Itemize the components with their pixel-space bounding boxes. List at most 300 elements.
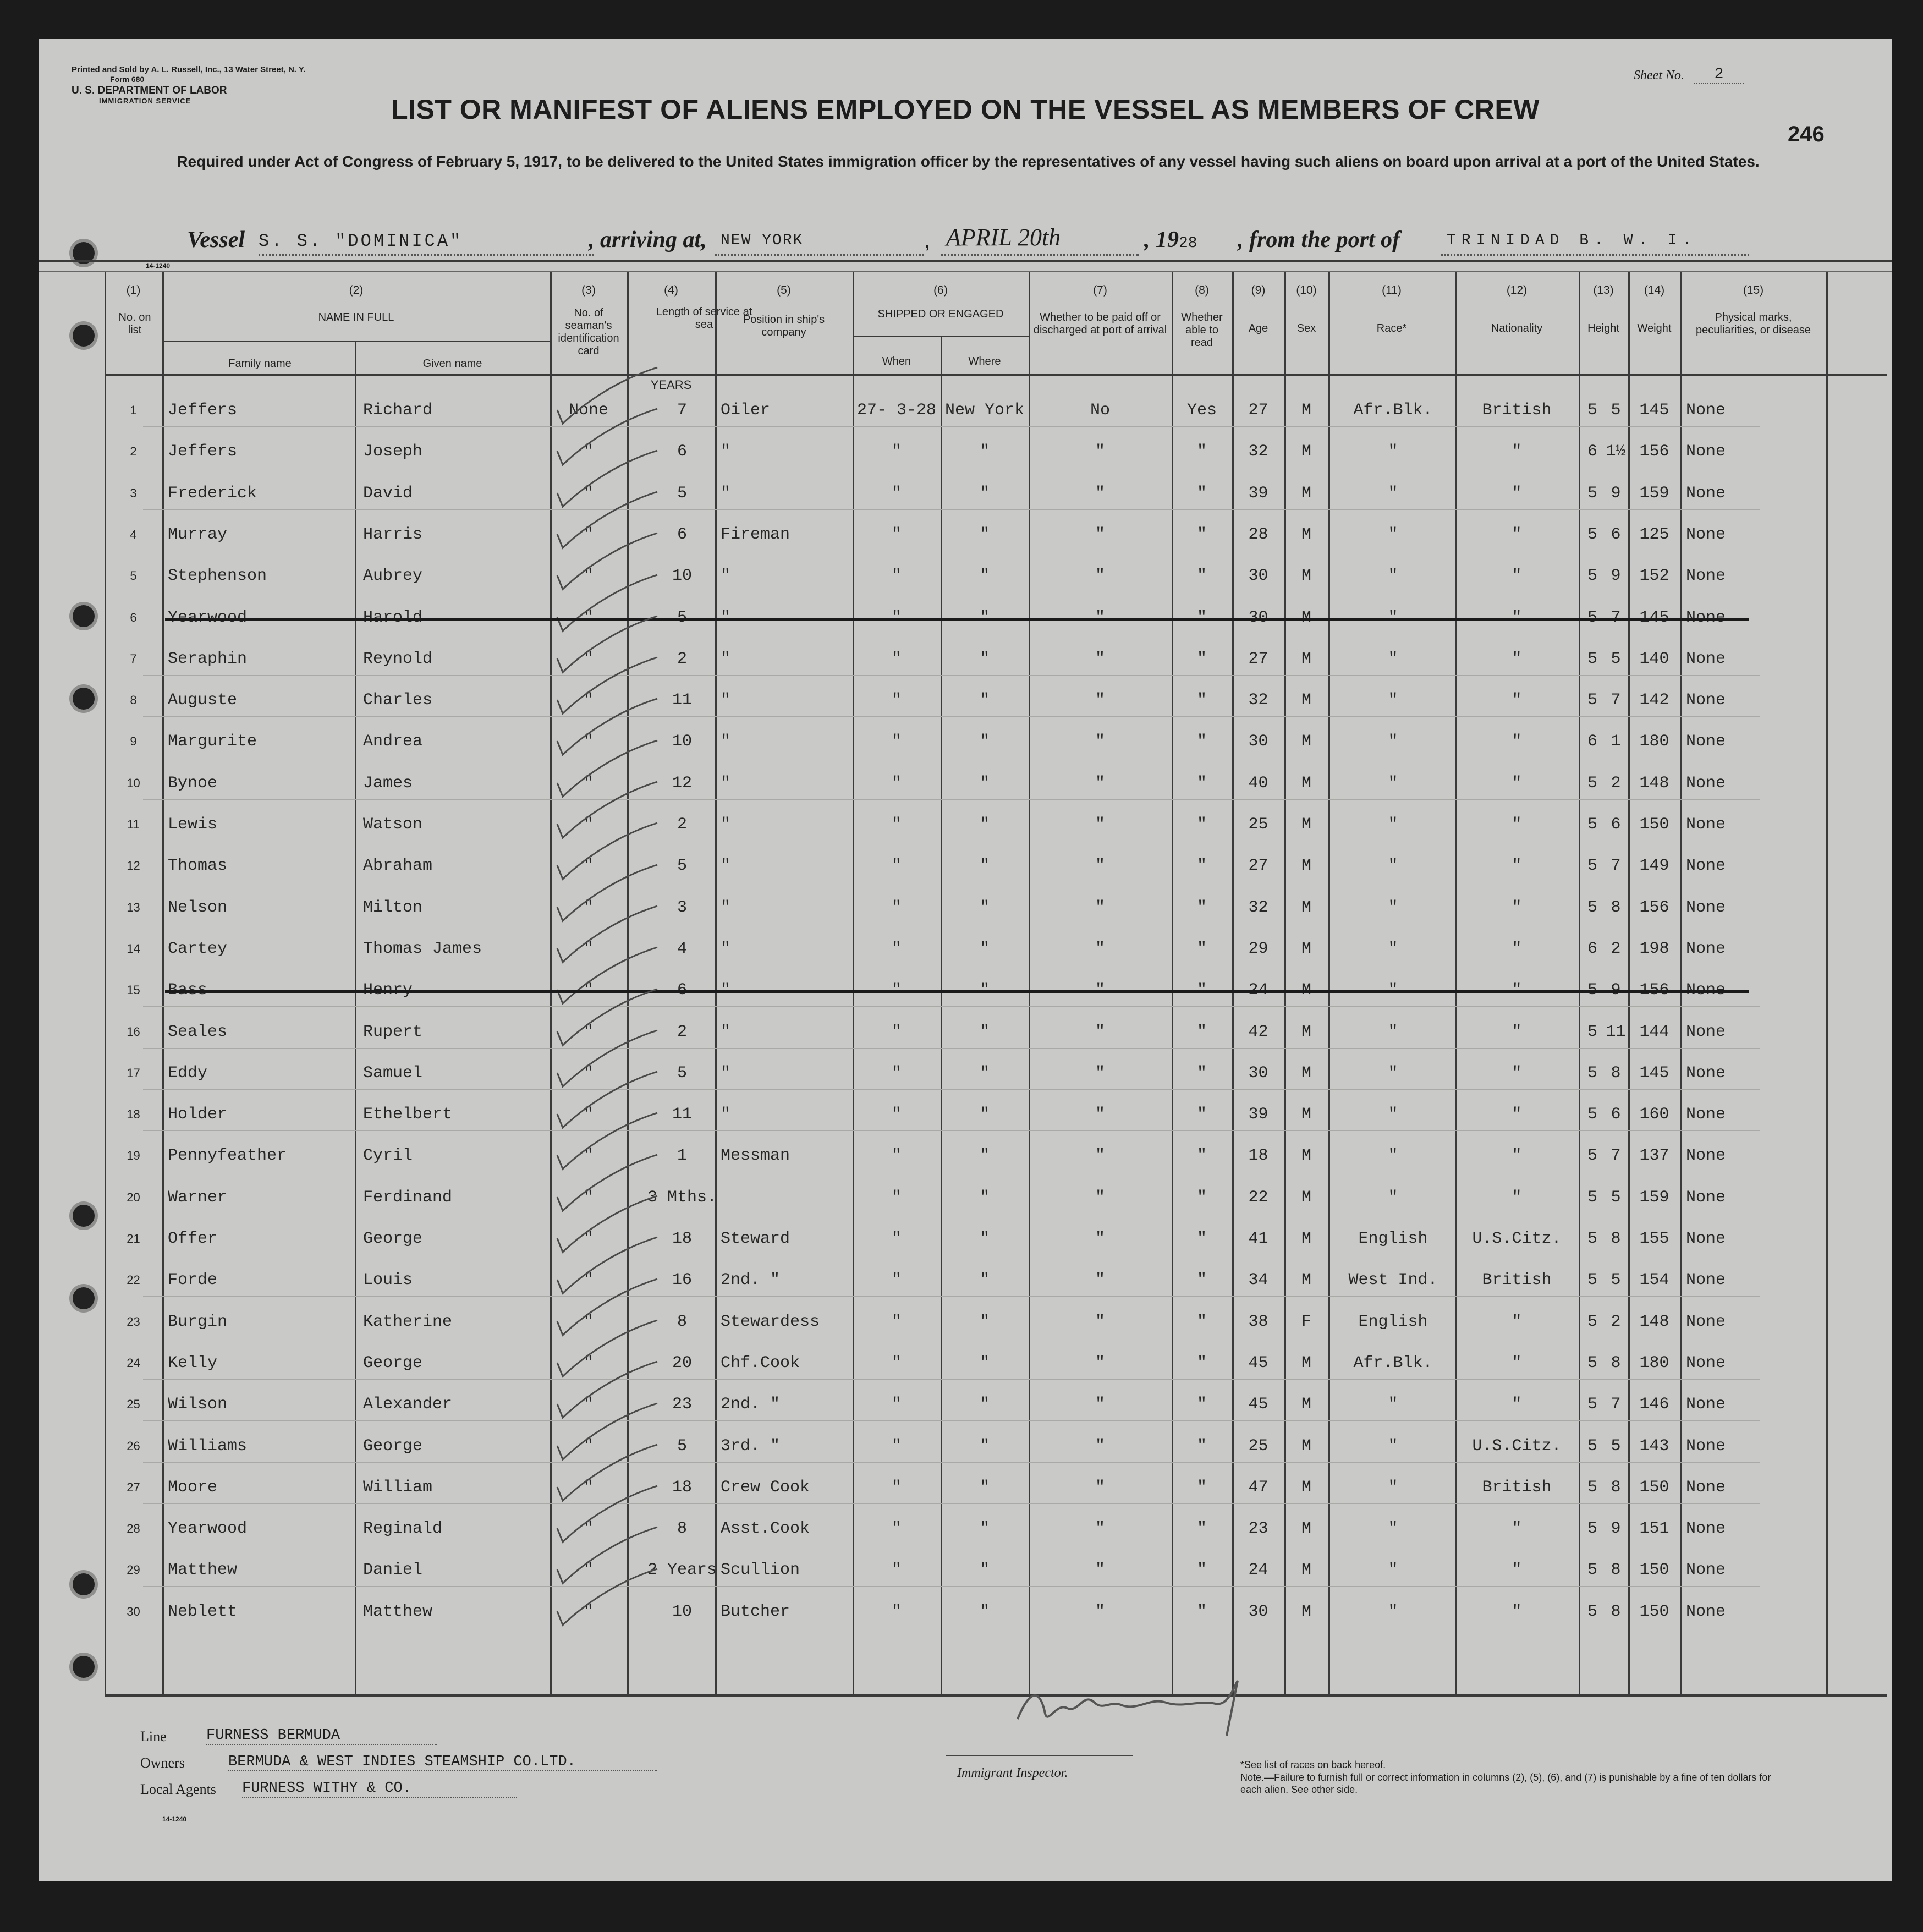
cell-nationality: " [1512,1353,1522,1373]
cell-given: Watson [363,815,423,834]
col-15-number: (15) [1743,284,1764,297]
cell-service: 3 [677,898,687,917]
cell-marks: None [1686,1519,1726,1539]
cell-read: " [1196,691,1207,710]
cell-where: New York [944,401,1025,420]
cell-position: " [721,1063,731,1083]
cell-sex: M [1301,525,1311,544]
cell-no: 8 [130,693,137,707]
cell-read: " [1196,1022,1207,1041]
cell-sex: F [1301,1312,1311,1331]
cell-paid: " [1095,1105,1105,1124]
cell-given: Samuel [363,1063,423,1083]
cell-nationality: " [1512,1188,1522,1207]
cell-when: " [891,1022,902,1041]
stamped-page-number: 246 [1788,122,1825,146]
cell-paid: " [1095,442,1105,462]
punch-hole [73,1656,95,1678]
cell-family: Jeffers [168,442,238,462]
cell-race: " [1388,1063,1398,1083]
cell-no: 12 [127,859,140,873]
cell-service: 2 [677,649,687,668]
inspector-signature [1007,1670,1260,1747]
cell-card: " [583,1395,594,1414]
row-rule [143,1006,1760,1007]
col-2-number: (2) [349,284,364,297]
cell-given: Abraham [363,857,433,876]
cell-weight: 148 [1639,1312,1669,1331]
cell-where: " [979,1478,990,1497]
cell-position: " [721,691,731,710]
cell-service: 18 [672,1478,692,1497]
cell-card: " [583,1436,594,1456]
cell-paid: " [1095,773,1105,793]
cell-nationality: " [1512,567,1522,586]
cell-card: " [583,1105,594,1124]
cell-when: " [891,939,902,958]
cell-sex: M [1301,1063,1311,1083]
punch-hole [73,1287,95,1309]
cell-marks: None [1686,691,1726,710]
cell-nationality: " [1512,857,1522,876]
cell-service: 6 [677,442,687,462]
cell-in: 8 [1611,1063,1621,1083]
cell-where: " [979,567,990,586]
cell-family: Stephenson [168,567,267,586]
cell-sex: M [1301,1602,1311,1621]
cell-no: 16 [127,1024,140,1039]
cell-paid: " [1095,815,1105,834]
cell-nationality: British [1482,1271,1552,1290]
cell-in: 5 [1611,1188,1621,1207]
col-divider [1328,272,1330,1694]
cell-marks: None [1686,732,1726,751]
col-5-header: Position in ship's company [743,314,825,338]
cell-when: " [891,1602,902,1621]
row-rule [143,426,1760,427]
col-9-header: Age [1248,322,1268,334]
from-port-label: , from the port of [1238,227,1400,253]
cell-age: 41 [1248,1230,1268,1248]
col-12-header: Nationality [1491,322,1543,334]
col-3-number: (3) [581,284,596,297]
inspector-label: Immigrant Inspector. [957,1766,1068,1780]
cell-given: Alexander [363,1395,453,1414]
cell-in: 9 [1611,484,1621,503]
cell-age: 24 [1248,1561,1268,1580]
cell-race: " [1388,1561,1398,1580]
cell-service: 11 [672,1105,692,1124]
cell-paid: " [1095,567,1105,586]
cell-in: 8 [1611,1230,1621,1248]
cell-race: " [1388,1478,1398,1497]
cell-where: " [979,939,990,958]
cell-race: " [1388,898,1398,917]
cell-position: Scullion [721,1561,800,1580]
cell-paid: " [1095,1478,1105,1497]
cell-given: Rupert [363,1022,423,1041]
cell-given: George [363,1230,423,1248]
cell-card: " [583,649,594,668]
cell-service: 20 [672,1353,692,1373]
cell-service: 5 [677,484,687,503]
row-strikethrough [165,618,1749,621]
cell-position: Stewardess [721,1312,820,1331]
cell-where: " [979,1271,990,1290]
cell-given: Richard [363,401,433,420]
cell-no: 17 [127,1066,140,1080]
cell-position: Crew Cook [721,1478,810,1497]
cell-service: 8 [677,1519,687,1539]
arriving-port: NEW YORK [721,232,804,249]
cell-given: Harris [363,525,423,544]
cell-nationality: " [1512,1602,1522,1621]
check-mark-icon [553,1565,663,1631]
cell-family: Thomas [168,857,228,876]
cell-nationality: " [1512,1561,1522,1580]
year-prefix: 19 [1156,227,1179,253]
cell-where: " [979,1395,990,1414]
cell-when: " [891,1395,902,1414]
cell-family: Forde [168,1271,218,1290]
cell-marks: None [1686,1063,1726,1083]
cell-read: " [1196,732,1207,751]
cell-ft: 5 [1587,1519,1597,1539]
cell-marks: None [1686,857,1726,876]
row-rule [143,1379,1760,1380]
cell-position: " [721,732,731,751]
cell-read: " [1196,484,1207,503]
cell-paid: " [1095,1436,1105,1456]
cell-no: 4 [130,527,137,541]
cell-position: 3rd. " [721,1436,781,1456]
cell-where: " [979,649,990,668]
given-name-header: Given name [422,358,482,370]
cell-sex: M [1301,1188,1311,1207]
cell-sex: M [1301,1105,1311,1124]
cell-family: Moore [168,1478,218,1497]
cell-age: 25 [1248,1436,1268,1456]
cell-race: Afr.Blk. [1353,401,1433,420]
cell-sex: M [1301,1230,1311,1248]
cell-no: 19 [127,1149,140,1163]
col-divider [1680,272,1682,1694]
cell-weight: 142 [1639,691,1669,710]
cell-given: Matthew [363,1602,433,1621]
cell-no: 18 [127,1107,140,1122]
cell-service: 2 [677,815,687,834]
cell-paid: " [1095,1188,1105,1207]
cell-where: " [979,1519,990,1539]
cell-marks: None [1686,442,1726,462]
cell-paid: " [1095,1561,1105,1580]
cell-service: 23 [672,1395,692,1414]
arrival-date: APRIL 20th [946,224,1061,251]
col-divider [1826,272,1828,1694]
cell-when: " [891,815,902,834]
col-9-number: (9) [1251,284,1266,297]
cell-family: Offer [168,1230,218,1248]
cell-no: 26 [127,1439,140,1453]
cell-no: 25 [127,1397,140,1412]
cell-sex: M [1301,1146,1311,1166]
manifest-subtitle: Required under Act of Congress of February 5, 1917, to be delivered to the United States immigration officer by the representatives of any vessel having such aliens on board upon arrival at a port of the United States. [177,153,1760,170]
cell-card: " [583,484,594,503]
cell-sex: M [1301,1519,1311,1539]
cell-paid: " [1095,939,1105,958]
cell-marks: None [1686,1188,1726,1207]
cell-position: Oiler [721,401,771,420]
cell-ft: 5 [1587,401,1597,420]
cell-age: 18 [1248,1146,1268,1166]
cell-position: Butcher [721,1602,790,1621]
cell-card: " [583,525,594,544]
cell-marks: None [1686,773,1726,793]
cell-race: " [1388,1602,1398,1621]
cell-when: " [891,567,902,586]
col-8-header: Whether able to read [1181,311,1223,349]
cell-ft: 5 [1587,1353,1597,1373]
cell-race: English [1358,1312,1428,1331]
cell-read: " [1196,857,1207,876]
comma-separator: , [924,227,931,253]
cell-in: 2 [1611,939,1621,958]
cell-when: " [891,1146,902,1166]
cell-when: " [891,898,902,917]
cell-age: 42 [1248,1022,1268,1041]
table-top-border-inner [39,271,1892,272]
col-2-header: NAME IN FULL [318,311,394,323]
cell-read: " [1196,1230,1207,1248]
col-13-header: Height [1587,322,1619,334]
vessel-underline [259,254,594,256]
cell-read: " [1196,1436,1207,1456]
penalty-note: Note.—Failure to furnish full or correct information in columns (2), (5), (6), and (7) is punishable by a fine of ten dollars for each alien. See other side. [1240,1772,1771,1795]
cell-ft: 5 [1587,1478,1597,1497]
cell-no: 28 [127,1522,140,1536]
cell-race: " [1388,1519,1398,1539]
cell-no: 13 [127,900,140,914]
cell-nationality: " [1512,525,1522,544]
cell-race: " [1388,939,1398,958]
cell-in: 5 [1611,1271,1621,1290]
cell-sex: M [1301,773,1311,793]
cell-where: " [979,857,990,876]
shipped-subheader-line [853,336,1029,337]
table-bottom-border [105,1694,1887,1697]
cell-age: 32 [1248,442,1268,462]
cell-where: " [979,815,990,834]
col-divider [162,272,164,1694]
cell-nationality: " [1512,1395,1522,1414]
cell-weight: 151 [1639,1519,1669,1539]
cell-card: " [583,773,594,793]
line-label: Line [140,1728,167,1744]
cell-nationality: " [1512,773,1522,793]
cell-card: " [583,567,594,586]
cell-weight: 143 [1639,1436,1669,1456]
cell-race: " [1388,815,1398,834]
punch-hole [73,1573,95,1595]
cell-no: 24 [127,1355,140,1370]
cell-age: 39 [1248,484,1268,503]
cell-race: " [1388,525,1398,544]
cell-card: " [583,1188,594,1207]
cell-sex: M [1301,691,1311,710]
cell-ft: 6 [1587,939,1597,958]
cell-read: " [1196,1395,1207,1414]
cell-service: 2 [677,1022,687,1041]
cell-family: Nelson [168,898,228,917]
cell-paid: " [1095,1271,1105,1290]
cell-paid: No [1090,401,1110,420]
cell-family: Seales [168,1022,228,1041]
cell-paid: " [1095,1146,1105,1166]
cell-weight: 152 [1639,567,1669,586]
cell-weight: 159 [1639,1188,1669,1207]
cell-given: William [363,1478,433,1497]
cell-sex: M [1301,649,1311,668]
cell-read: " [1196,1561,1207,1580]
cell-ft: 5 [1587,1602,1597,1621]
cell-race: " [1388,1146,1398,1166]
port-underline [1441,254,1749,256]
col-7-number: (7) [1093,284,1107,297]
cell-race: " [1388,1105,1398,1124]
cell-read: " [1196,1146,1207,1166]
arriving-underline [715,254,924,256]
vessel-label: Vessel [187,227,245,253]
cell-ft: 5 [1587,1063,1597,1083]
cell-no: 9 [130,734,137,749]
col-5-number: (5) [777,284,791,297]
cell-paid: " [1095,1519,1105,1539]
cell-nationality: " [1512,1022,1522,1041]
cell-age: 45 [1248,1395,1268,1414]
cell-nationality: " [1512,732,1522,751]
years-unit-label: YEARS [650,378,692,392]
row-strikethrough [165,990,1749,993]
where-header: Where [968,355,1001,367]
cell-in: 7 [1611,1395,1621,1414]
cell-ft: 5 [1587,857,1597,876]
cell-where: " [979,484,990,503]
cell-ft: 5 [1587,1561,1597,1580]
cell-service: 10 [672,567,692,586]
cell-marks: None [1686,525,1726,544]
cell-position: 2nd. " [721,1271,781,1290]
cell-family: Margurite [168,732,257,751]
cell-no: 20 [127,1190,140,1204]
cell-family: Wilson [168,1395,228,1414]
cell-weight: 159 [1639,484,1669,503]
cell-where: " [979,1188,990,1207]
cell-ft: 5 [1587,773,1597,793]
form-number: Form 680 [110,75,145,84]
cell-given: Cyril [363,1146,413,1166]
cell-where: " [979,1146,990,1166]
cell-position: Asst.Cook [721,1519,810,1539]
cell-weight: 137 [1639,1146,1669,1166]
cell-weight: 148 [1639,773,1669,793]
cell-sex: M [1301,1436,1311,1456]
cell-nationality: " [1512,691,1522,710]
punch-hole [73,605,95,627]
cell-no: 15 [127,983,140,997]
cell-ft: 5 [1587,1022,1597,1041]
cell-nationality: " [1512,442,1522,462]
cell-no: 14 [127,941,140,956]
cell-service: 3 Mths. [647,1188,717,1207]
cell-age: 22 [1248,1188,1268,1207]
col-6-number: (6) [933,284,948,297]
cell-marks: None [1686,1022,1726,1041]
cell-in: 5 [1611,1436,1621,1456]
cell-weight: 180 [1639,1353,1669,1373]
cell-where: " [979,1436,990,1456]
cell-nationality: U.S.Citz. [1472,1230,1562,1248]
cell-position: " [721,898,731,917]
punch-hole [73,1205,95,1227]
cell-when: " [891,1312,902,1331]
cell-card: " [583,815,594,834]
cell-weight: 146 [1639,1395,1669,1414]
owners-value: BERMUDA & WEST INDIES STEAMSHIP CO.LTD. [228,1754,657,1771]
cell-age: 38 [1248,1312,1268,1331]
cell-card: " [583,1063,594,1083]
cell-in: 7 [1611,1146,1621,1166]
cell-marks: None [1686,484,1726,503]
cell-when: " [891,1105,902,1124]
cell-where: " [979,732,990,751]
cell-race: " [1388,1188,1398,1207]
cell-given: James [363,773,413,793]
cell-position: " [721,442,731,462]
cell-sex: M [1301,567,1311,586]
cell-given: Reynold [363,649,433,668]
row-rule [143,1089,1760,1090]
cell-when: " [891,773,902,793]
cell-sex: M [1301,1561,1311,1580]
cell-service: 7 [677,401,687,420]
cell-position: " [721,484,731,503]
cell-card: " [583,898,594,917]
cell-paid: " [1095,1602,1105,1621]
cell-in: 7 [1611,691,1621,710]
cell-nationality: British [1482,1478,1552,1497]
cell-card: " [583,1561,594,1580]
cell-service: 11 [672,691,692,710]
cell-when: " [891,1063,902,1083]
cell-race: English [1358,1230,1428,1248]
cell-family: Murray [168,525,228,544]
cell-age: 25 [1248,815,1268,834]
cell-nationality: " [1512,815,1522,834]
cell-ft: 5 [1587,1105,1597,1124]
cell-paid: " [1095,898,1105,917]
col-4-header: Length of service at sea [656,306,752,331]
cell-in: 6 [1611,815,1621,834]
row-rule [143,1048,1760,1049]
cell-family: Matthew [168,1561,238,1580]
cell-family: Cartey [168,939,228,958]
cell-ft: 5 [1587,1436,1597,1456]
cell-weight: 150 [1639,1602,1669,1621]
cell-in: 11 [1606,1022,1626,1041]
form-code-bottom: 14-1240 [162,1815,187,1823]
cell-where: " [979,1105,990,1124]
cell-in: 6 [1611,525,1621,544]
